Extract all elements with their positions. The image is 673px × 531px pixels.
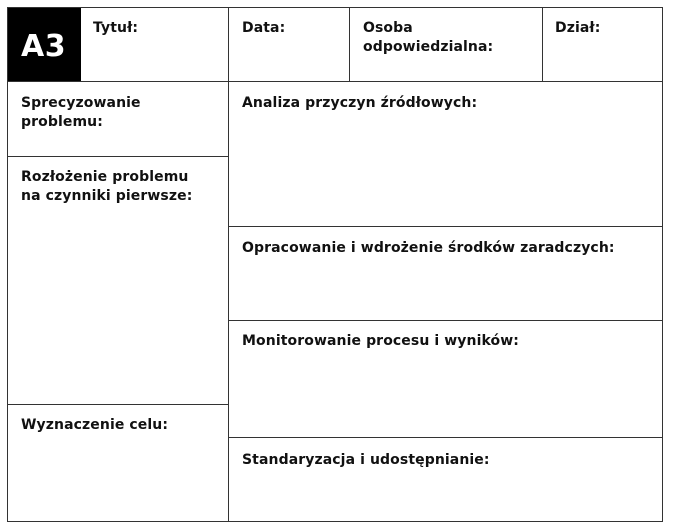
standardization-label: Standaryzacja i udostępnianie: — [242, 452, 490, 468]
date-cell[interactable] — [228, 7, 350, 82]
problem-breakdown-label-line1: Rozłożenie problemu — [21, 169, 189, 185]
title-label: Tytuł: — [93, 20, 139, 36]
problem-definition-label-line1: Sprecyzowanie — [21, 95, 141, 111]
owner-cell[interactable] — [349, 7, 543, 82]
a3-badge — [8, 8, 81, 82]
goal-setting-cell[interactable] — [7, 404, 229, 522]
root-cause-analysis-label: Analiza przyczyn źródłowych: — [242, 95, 478, 111]
root-cause-analysis-cell[interactable] — [228, 81, 663, 227]
goal-setting-label: Wyznaczenie celu: — [21, 417, 169, 433]
owner-label-line2: odpowiedzialna: — [363, 39, 494, 55]
owner-label-line1: Osoba — [363, 20, 413, 36]
countermeasures-cell[interactable] — [228, 226, 663, 321]
title-cell[interactable] — [7, 7, 229, 82]
problem-breakdown-cell[interactable] — [7, 156, 229, 405]
countermeasures-label: Opracowanie i wdrożenie środków zaradczych: — [242, 240, 615, 256]
department-label: Dział: — [555, 20, 601, 36]
monitoring-cell[interactable] — [228, 320, 663, 438]
problem-definition-cell[interactable] — [7, 81, 229, 157]
standardization-cell[interactable] — [228, 437, 663, 522]
problem-breakdown-label-line2: na czynniki pierwsze: — [21, 188, 193, 204]
a3-badge-text: A3 — [21, 29, 67, 64]
problem-definition-label-line2: problemu: — [21, 114, 103, 130]
monitoring-label: Monitorowanie procesu i wyników: — [242, 333, 519, 349]
date-label: Data: — [242, 20, 286, 36]
a3-report-form — [7, 7, 663, 522]
department-cell[interactable] — [542, 7, 663, 82]
